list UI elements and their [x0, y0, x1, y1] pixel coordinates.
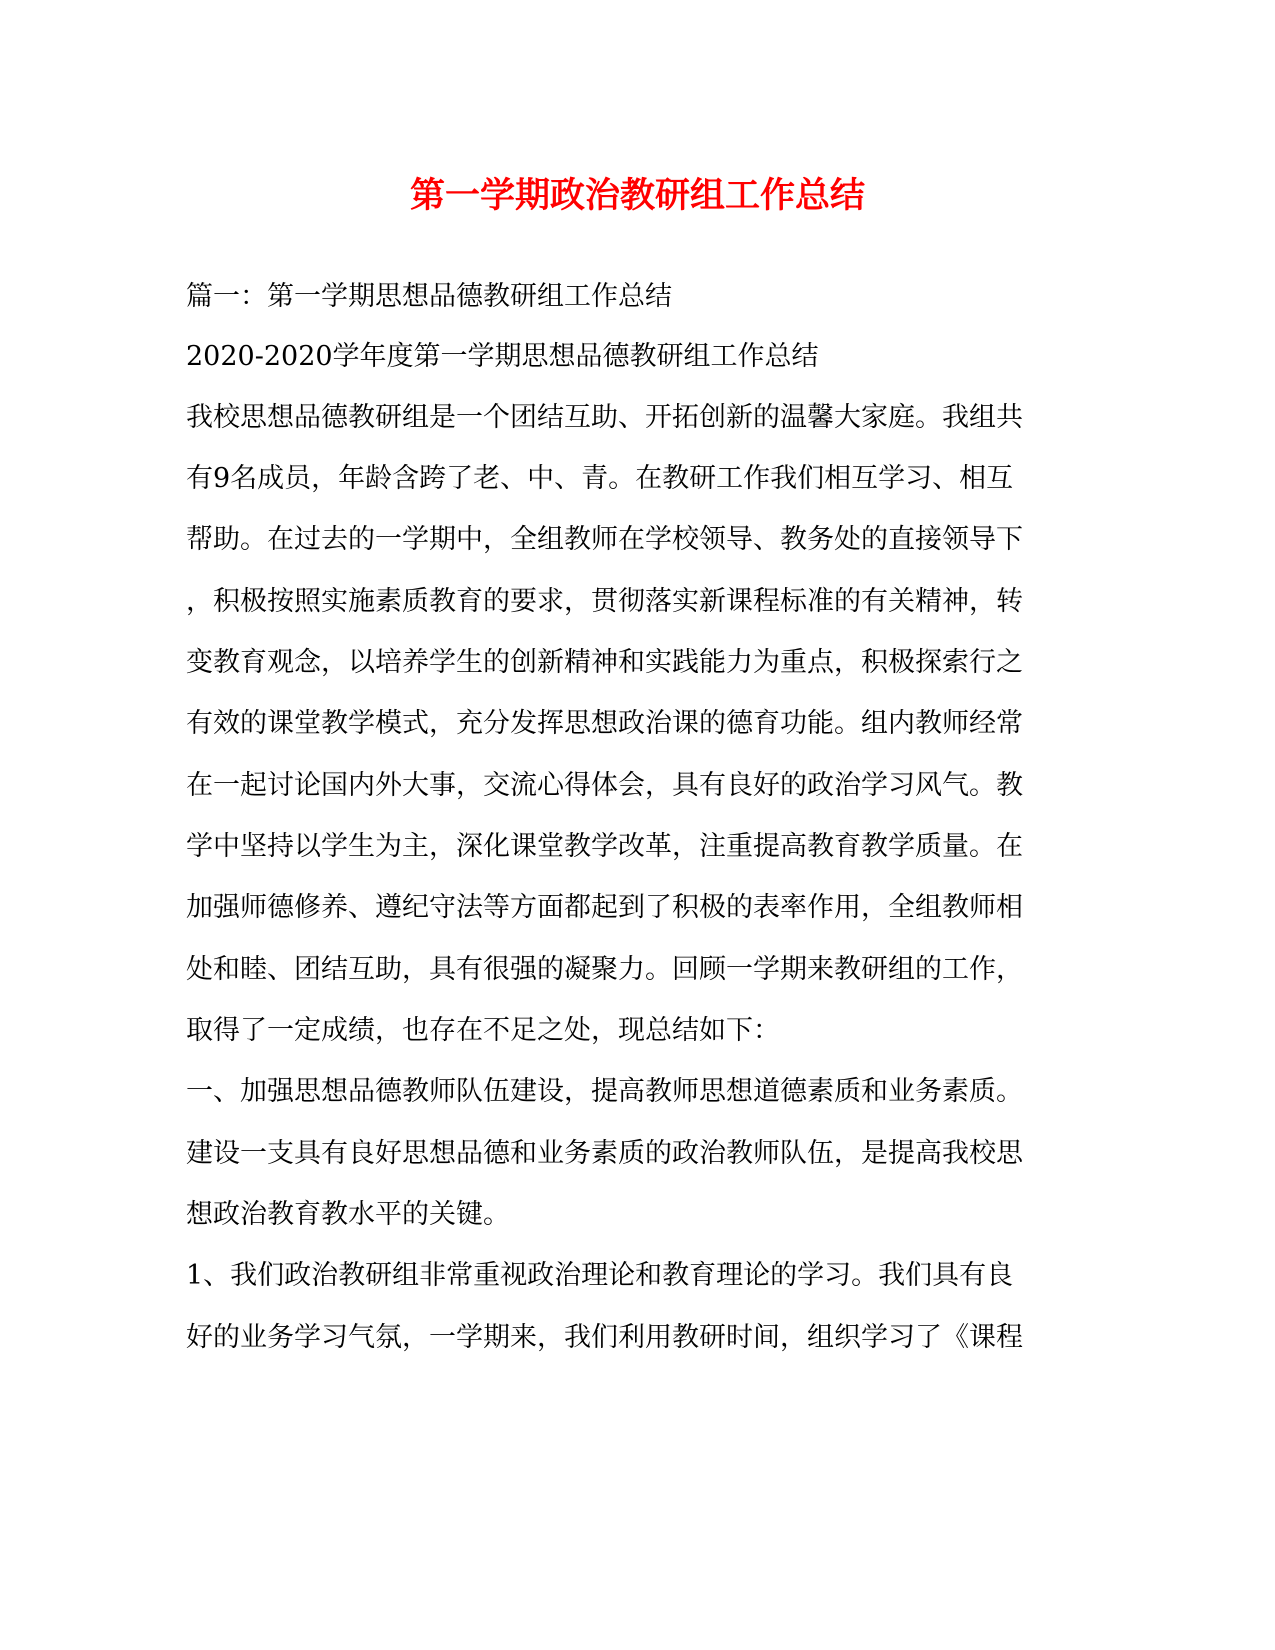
- body-line: 在一起讨论国内外大事，交流心得体会，具有良好的政治学习风气。教: [186, 770, 1023, 801]
- body-line: 想政治教育教水平的关键。: [186, 1199, 510, 1230]
- body-line: 变教育观念，以培养学生的创新精神和实践能力为重点，积极探索行之: [186, 647, 1023, 678]
- body-line: 有9名成员，年龄含跨了老、中、青。在教研工作我们相互学习、相互: [186, 463, 1014, 494]
- body-line: ，积极按照实施素质教育的要求，贯彻落实新课程标准的有关精神，转: [186, 586, 1023, 617]
- body-line: 处和睦、团结互助，具有很强的凝聚力。回顾一学期来教研组的工作，: [186, 954, 1023, 985]
- body-line: 取得了一定成绩，也存在不足之处，现总结如下：: [186, 1015, 780, 1046]
- body-line: 学中坚持以学生为主，深化课堂教学改革，注重提高教育教学质量。在: [186, 831, 1023, 862]
- body-line: 好的业务学习气氛，一学期来，我们利用教研时间，组织学习了《课程: [186, 1322, 1023, 1353]
- body-line: 一、加强思想品德教师队伍建设，提高教师思想道德素质和业务素质。: [186, 1076, 1023, 1107]
- subsection-heading: 2020-2020学年度第一学期思想品德教研组工作总结: [186, 341, 819, 372]
- body-line: 加强师德修养、遵纪守法等方面都起到了积极的表率作用，全组教师相: [186, 892, 1023, 923]
- body-line: 我校思想品德教研组是一个团结互助、开拓创新的温馨大家庭。我组共: [186, 402, 1023, 433]
- section-heading: 篇一：第一学期思想品德教研组工作总结: [186, 281, 672, 312]
- body-line: 帮助。在过去的一学期中，全组教师在学校领导、教务处的直接领导下: [186, 524, 1023, 555]
- document-title: 第一学期政治教研组工作总结: [409, 175, 865, 216]
- body-line: 1、我们政治教研组非常重视政治理论和教育理论的学习。我们具有良: [186, 1260, 1014, 1291]
- body-line: 建设一支具有良好思想品德和业务素质的政治教师队伍，是提高我校思: [186, 1138, 1023, 1169]
- body-line: 有效的课堂教学模式，充分发挥思想政治课的德育功能。组内教师经常: [186, 708, 1023, 739]
